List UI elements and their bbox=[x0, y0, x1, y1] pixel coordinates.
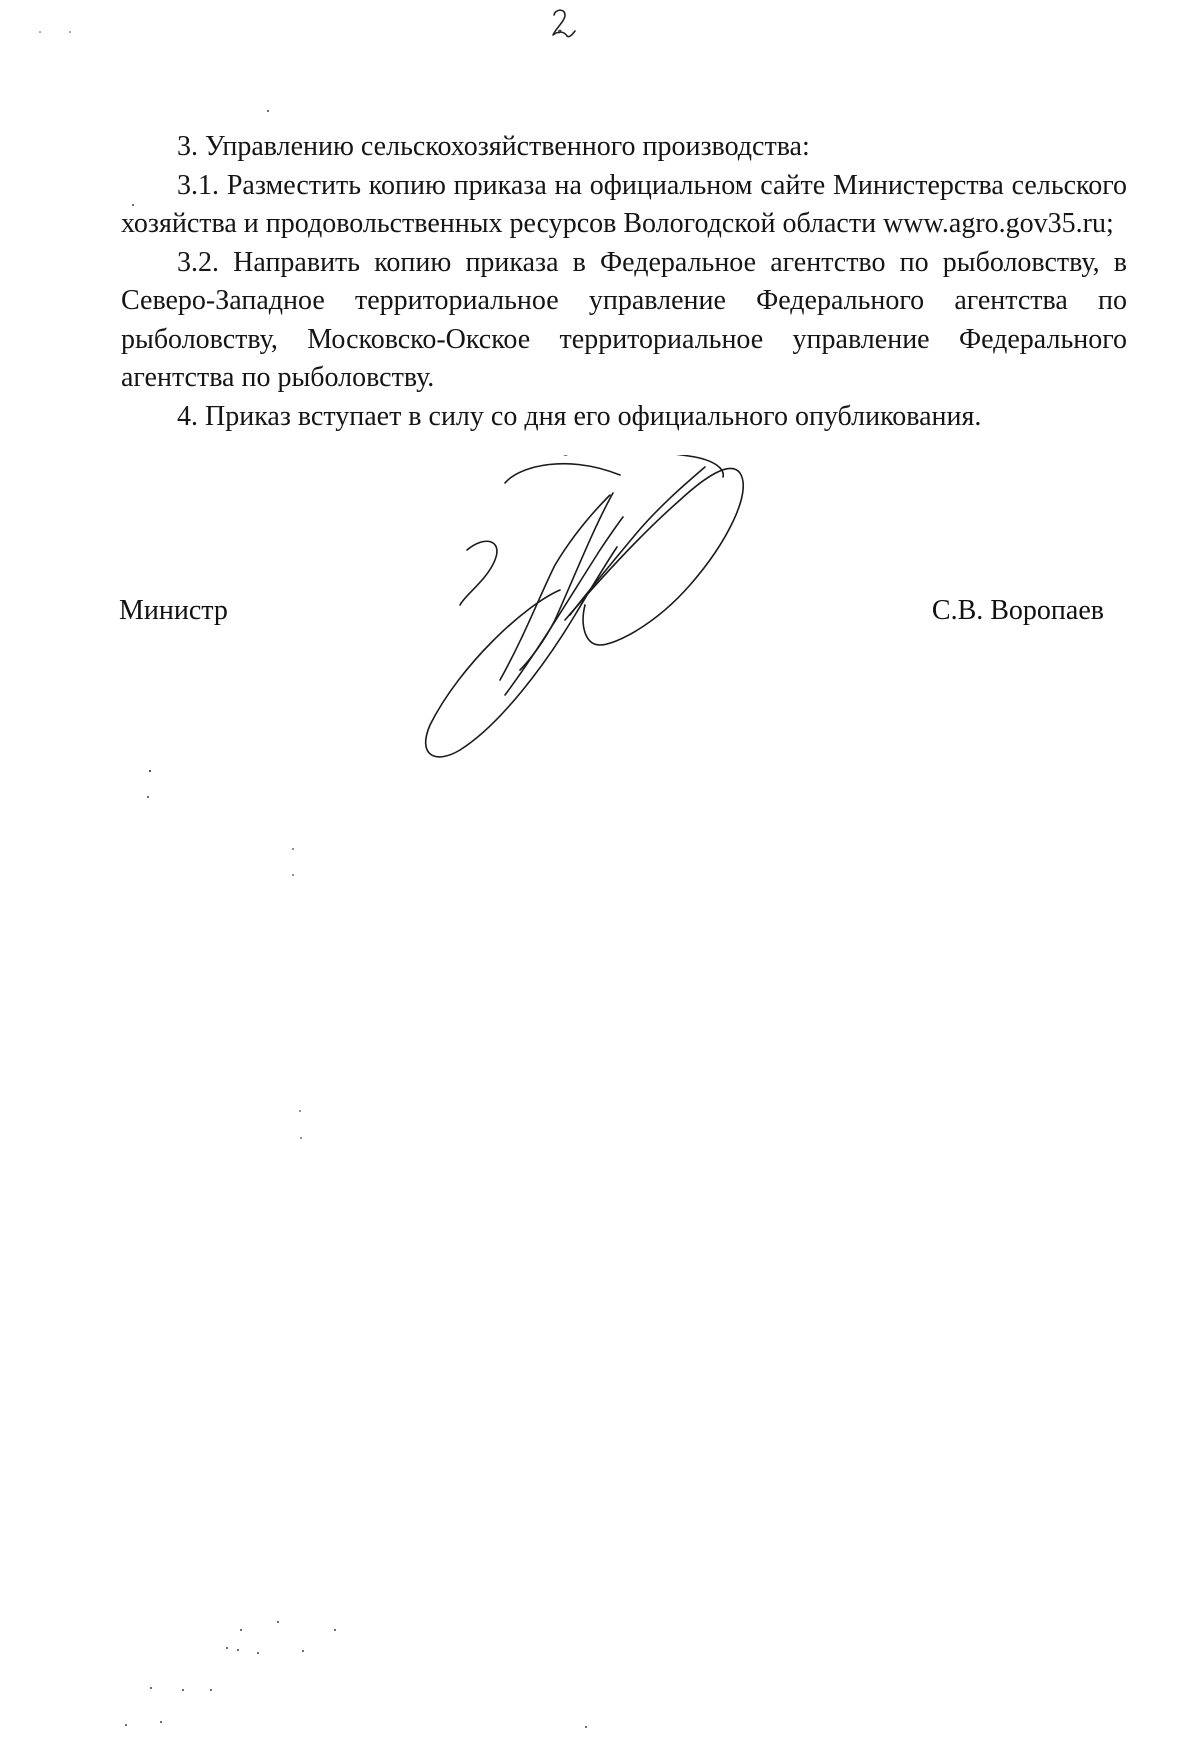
paragraph-4: 4. Приказ вступает в силу со дня его официального опубликования. bbox=[177, 400, 982, 432]
signer-title: Министр bbox=[119, 595, 228, 626]
handwritten-signature bbox=[405, 455, 825, 775]
signer-name: С.В. Воропаев bbox=[931, 595, 1104, 626]
paragraph-3: 3. Управлению сельскохозяйственного производства: bbox=[177, 131, 810, 162]
paragraph-3-2: 3.2. Направить копию приказа в Федеральное агентство по рыболовству, в Северо-Западное территориальное управление Федерального агентства по рыболовству, Московско-Окское территориальное управление Федерального агентства по рыболовству. bbox=[121, 246, 1127, 393]
handwritten-page-number bbox=[548, 6, 578, 40]
order-body bbox=[121, 128, 1127, 436]
paragraph-3-1: 3.1. Разместить копию приказа на официальном сайте Министерства сельского хозяйства и продовольственных ресурсов Вологодской области www.agro.gov35.ru; bbox=[121, 169, 1127, 239]
